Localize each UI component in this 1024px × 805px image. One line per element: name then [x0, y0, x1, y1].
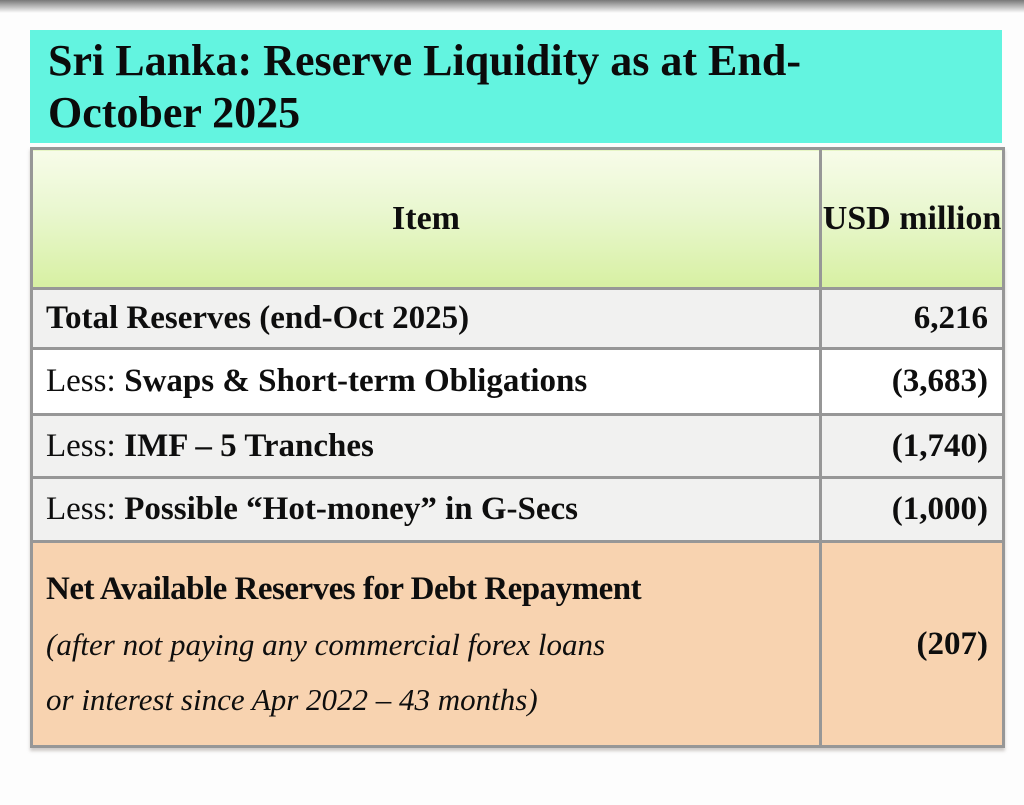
reserve-liquidity-table	[30, 147, 1005, 748]
total-row-label: Net Available Reserves for Debt Repayment	[46, 570, 642, 607]
column-header-item: Item	[32, 149, 821, 289]
item-cell	[32, 289, 821, 349]
row-prefix: Less:	[46, 427, 116, 464]
item-cell	[32, 478, 821, 542]
top-shadow-strip	[0, 0, 1024, 13]
row-label: Swaps & Short-term Obligations	[124, 363, 588, 399]
item-cell	[32, 415, 821, 478]
row-label: Possible “Hot-money” in G-Secs	[124, 491, 578, 527]
column-header-usd-million: USD million	[821, 149, 1004, 289]
row-prefix: Less:	[46, 363, 116, 399]
value-cell: (3,683)	[821, 349, 1004, 415]
table-row-hot-money	[32, 478, 1004, 542]
table-row-net-available	[32, 542, 1004, 747]
row-prefix: Less:	[46, 491, 116, 527]
value-cell: (1,000)	[821, 478, 1004, 542]
row-label: IMF – 5 Tranches	[124, 427, 374, 464]
item-cell	[32, 349, 821, 415]
table-row-imf-tranches	[32, 415, 1004, 478]
value-cell: (1,740)	[821, 415, 1004, 478]
total-row-note-line1: (after not paying any commercial forex loans	[46, 626, 606, 662]
title-banner	[30, 30, 1002, 143]
total-row-note-line2: or interest since Apr 2022 – 43 months)	[46, 681, 538, 717]
page-title: Sri Lanka: Reserve Liquidity as at End-October 2025	[48, 36, 801, 137]
value-cell: (207)	[821, 542, 1004, 747]
table-row-swaps-obligations	[32, 349, 1004, 415]
table-header-row	[32, 149, 1004, 289]
item-cell	[32, 542, 821, 747]
value-cell: 6,216	[821, 289, 1004, 349]
table-row-total-reserves	[32, 289, 1004, 349]
row-label: Total Reserves (end-Oct 2025)	[46, 300, 470, 336]
